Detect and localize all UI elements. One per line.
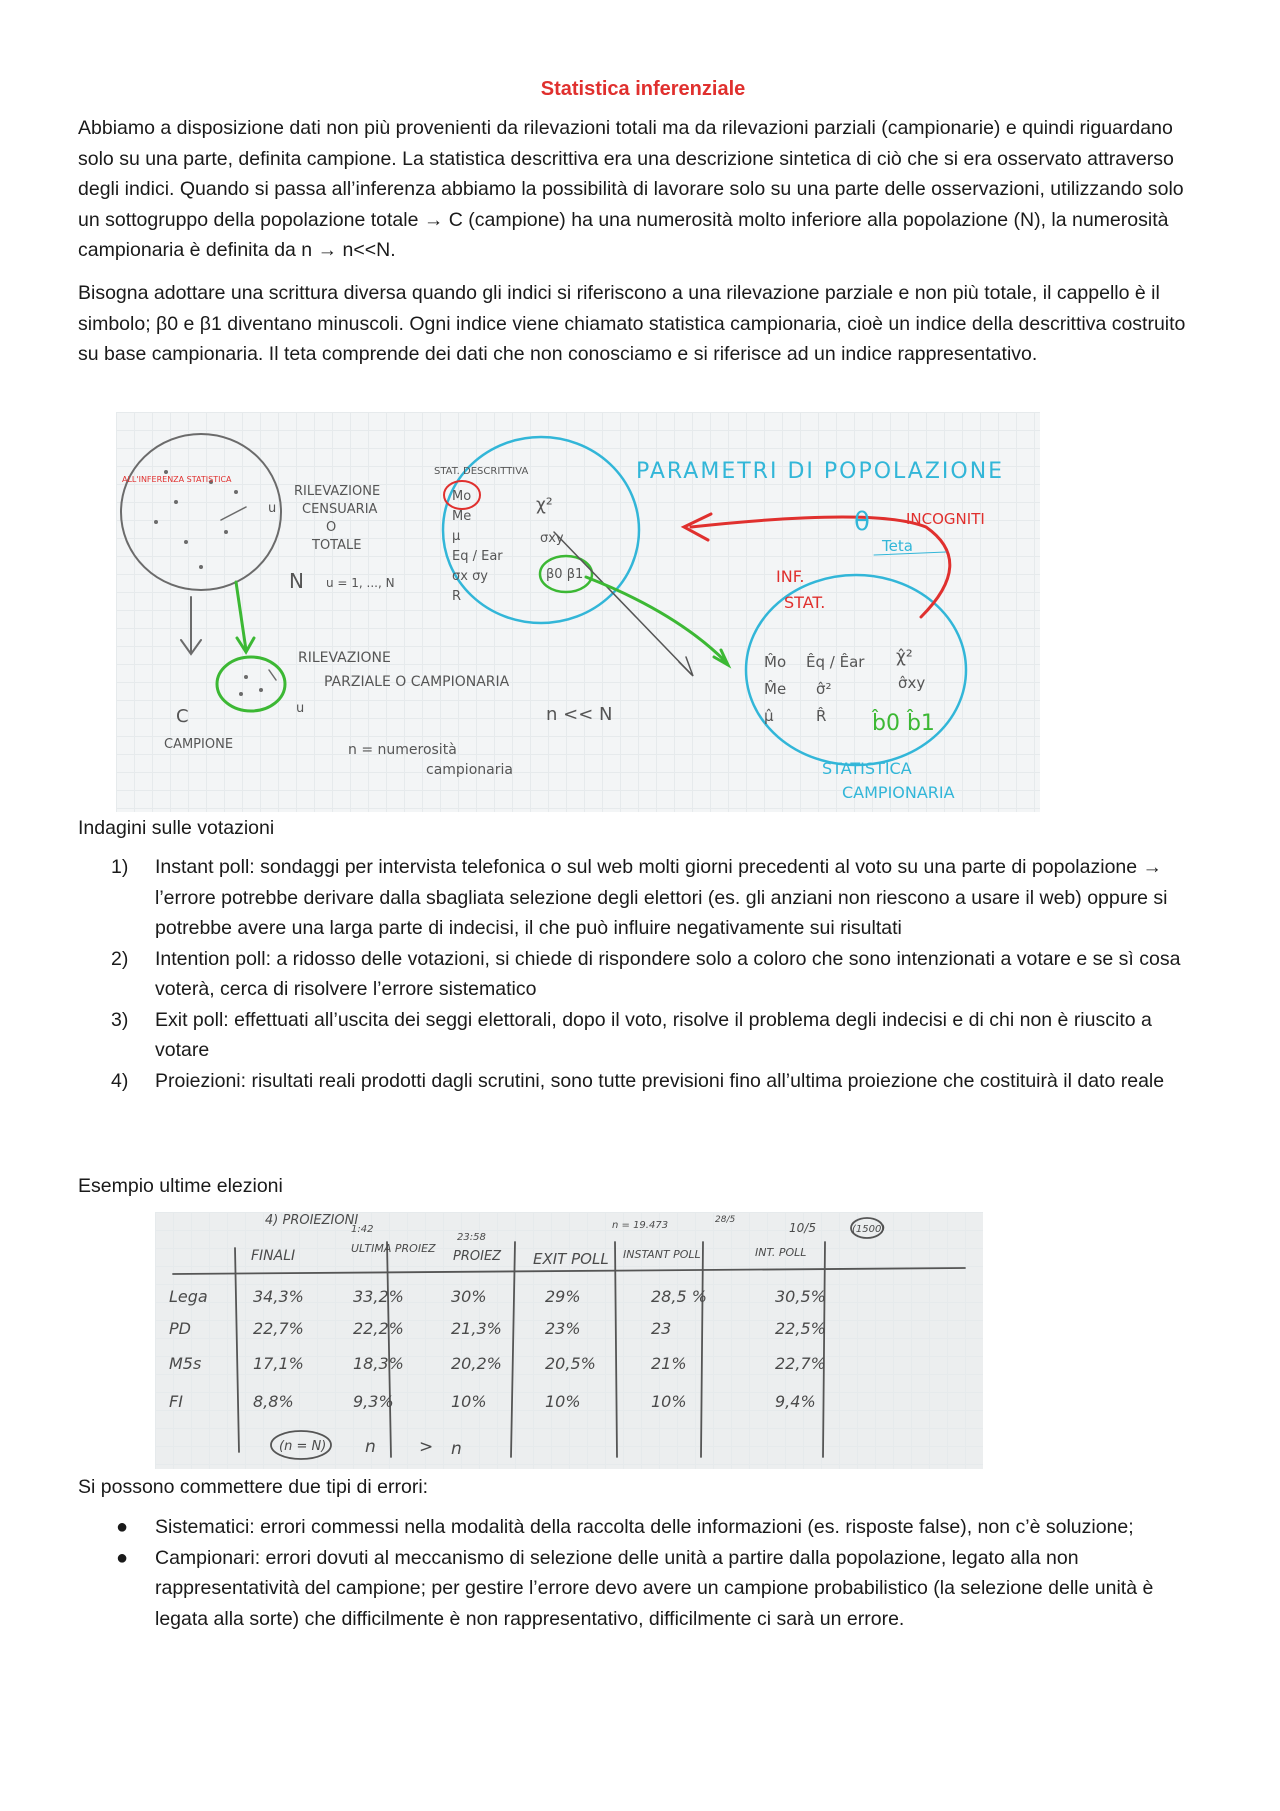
rilevazione-totale-3: O: [326, 520, 337, 535]
table-note-time1: 1:42: [351, 1224, 374, 1235]
table-row-label: PD: [169, 1319, 191, 1338]
list-marker: 1): [111, 856, 129, 878]
rilevazione-totale-4: TOTALE: [312, 538, 362, 553]
inf-stat-label-2: STAT.: [784, 593, 826, 612]
statistica-campionaria-1: STATISTICA: [822, 759, 912, 778]
inference-diagram: [116, 412, 1040, 812]
table-row-label: Lega: [169, 1287, 208, 1306]
numerosita-label-2: campionaria: [426, 762, 513, 778]
table-note-n: n = 19.473: [612, 1220, 669, 1231]
sample-index-b: b̂0 b̂1: [872, 711, 935, 736]
header-int-poll: INT. POLL: [755, 1246, 807, 1259]
pop-index-r: R: [452, 589, 462, 604]
list-item-text: Instant poll: sondaggi per intervista telefonica o sul web molti giorni precedenti al voto su una parte di popolazione → l’errore potrebbe derivare dalla sbagliata selezione degli elettori (es. gli anziani non riescono a usare il web) oppure si potrebbe avere una larga parte di indecisi, il che può influire negativamente sui risultati: [155, 856, 1168, 939]
list-item-text: Intention poll: a ridosso delle votazioni, si chiede di rispondere solo a coloro che sono intenzionati a votare e se sì cosa voterà, cerca di risolvere l’errore sistematico: [155, 947, 1181, 1000]
table-note-date1: 28/5: [715, 1215, 736, 1225]
sample-index-me: M̂e: [764, 680, 787, 698]
stat-descrittiva-label: STAT. DESCRITTIVA: [434, 466, 529, 477]
header-exit-poll: EXIT POLL: [533, 1250, 609, 1268]
n-big-label: N: [289, 569, 304, 593]
list-marker: 2): [111, 947, 129, 970]
table-cell: 8,8%: [253, 1392, 294, 1411]
sample-index-mu: μ̂: [764, 707, 774, 725]
election-table-photo: [155, 1212, 983, 1469]
header-ultima-proiez: ULTIMA PROIEZ: [351, 1242, 436, 1255]
table-top-note: 4) PROIEZIONI: [265, 1213, 359, 1228]
table-cell: 23%: [545, 1319, 581, 1338]
sample-index-r: R̂: [816, 707, 827, 725]
list-item: [78, 1005, 1208, 1066]
table-cell: 22,2%: [353, 1319, 404, 1338]
pop-index-eq: Eq / Ear: [452, 549, 503, 564]
list-marker: 4): [111, 1069, 129, 1092]
table-cell: 18,3%: [353, 1354, 404, 1373]
table-cell: 9,3%: [353, 1392, 394, 1411]
sample-ellipse: [217, 657, 285, 711]
table-cell: 33,2%: [353, 1287, 404, 1306]
pop-index-sigma: σx σy: [452, 569, 488, 584]
table-cell: 28,5 %: [651, 1287, 707, 1306]
table-cell: 9,4%: [775, 1392, 816, 1411]
pop-index-me: Me: [452, 509, 472, 524]
intro-paragraph: Abbiamo a disposizione dati non più provenienti da rilevazioni totali ma da rilevazioni parziali (campionarie) e quindi riguardano solo su una parte, definita campione. La statistica descrittiva era una descrizione sintetica di ciò che si era osservato attraverso degli indici. Quando si passa all’inferenza abbiamo la possibilità di lavorare solo su una parte delle osservazioni, utilizzando solo un sottogruppo della popolazione totale → C (campione) ha una numerosità molto inferiore alla popolazione (N), la numerosità campionaria è definita da n → n<<N.: [78, 117, 1184, 261]
table-cell: 22,5%: [775, 1319, 826, 1338]
header-finali: FINALI: [251, 1248, 296, 1264]
list-item: [78, 1543, 1208, 1635]
list-item-text: Proiezioni: risultati reali prodotti dagli scrutini, sono tutte previsioni fino all’ultima proiezione che costituirà il dato reale: [155, 1069, 1165, 1092]
footer-n1: n: [365, 1437, 376, 1457]
table-note-date2: 10/5: [789, 1221, 816, 1235]
table-cell: 22,7%: [253, 1319, 304, 1338]
table-cell: 29%: [545, 1287, 581, 1306]
sample-index-mo: M̂o: [764, 653, 787, 671]
table-cell: 20,5%: [545, 1354, 596, 1373]
footer-gt: >: [419, 1437, 434, 1457]
table-note-time2: 23:58: [457, 1232, 486, 1243]
table-cell: 17,1%: [253, 1354, 304, 1373]
page-title: Statistica inferenziale: [540, 78, 746, 100]
sample-index-eq: Êq / Êar: [806, 653, 865, 671]
table-cell: 34,3%: [253, 1287, 304, 1306]
footer-n-eq-n: (n = N): [279, 1439, 327, 1454]
table-cell: 10%: [545, 1392, 581, 1411]
rilevazione-totale-2: CENSUARIA: [302, 502, 378, 517]
table-row-label: FI: [169, 1392, 183, 1411]
list-item-text: Exit poll: effettuati all’uscita dei seggi elettorali, dopo il voto, risolve il problema degli indecisi e di chi non è riuscito a votare: [155, 1008, 1152, 1061]
bullet-icon: ●: [116, 1516, 129, 1538]
list-item-text: Sistematici: errori commessi nella modalità della raccolta delle informazioni (es. risposte false), non c’è soluzione;: [155, 1516, 1134, 1538]
n-less-label: n << N: [546, 704, 613, 725]
table-cell: 30,5%: [775, 1287, 826, 1306]
bullet-icon: ●: [116, 1546, 129, 1569]
incogniti-label: INCOGNITI: [906, 510, 985, 528]
table-cell: 30%: [451, 1287, 487, 1306]
pop-index-mu: μ: [452, 529, 461, 544]
pop-index-sigmaxy: σxy: [540, 531, 564, 546]
table-note-size: (1500): [852, 1224, 886, 1235]
rilevazione-parziale-1: RILEVAZIONE: [298, 650, 391, 666]
teta-label: Teta: [882, 537, 913, 555]
numerosita-label-1: n = numerosità: [348, 742, 457, 758]
list-item: [78, 1066, 1208, 1097]
pop-index-beta: β0 β1: [546, 567, 584, 582]
inf-stat-label-1: INF.: [776, 567, 805, 586]
table-cell: 10%: [451, 1392, 487, 1411]
list-item: [78, 944, 1208, 1005]
errors-list: [78, 1512, 1208, 1634]
table-cell: 20,2%: [451, 1354, 502, 1373]
campione-c-label: C: [176, 706, 189, 727]
u-range-label: u = 1, ..., N: [326, 576, 395, 590]
footer-n2: n: [451, 1439, 462, 1459]
u-sample-label: u: [296, 701, 305, 716]
pop-index-chi: χ²: [536, 495, 553, 515]
table-row-label: M5s: [169, 1354, 202, 1373]
campione-label: CAMPIONE: [164, 737, 234, 752]
sample-index-chi: χ̂²: [896, 647, 913, 667]
voting-heading: Indagini sulle votazioni: [78, 817, 275, 839]
pop-index-mo: Mo: [452, 489, 472, 504]
list-marker: 3): [111, 1008, 129, 1031]
u-label: u: [268, 501, 277, 516]
voting-list: [78, 852, 1208, 1096]
example-heading: Esempio ultime elezioni: [78, 1175, 283, 1197]
parametri-label: PARAMETRI DI POPOLAZIONE: [636, 459, 1005, 484]
table-cell: 21%: [651, 1354, 687, 1373]
notation-paragraph: Bisogna adottare una scrittura diversa quando gli indici si riferiscono a una rilevazione parziale e non più totale, il cappello è il simbolo; β0 e β1 diventano minuscoli. Ogni indice viene chiamato statistica campionaria, cioè un indice della descrittiva costruito su base campionaria. Il teta comprende dei dati che non conosciamo e si riferisce ad un indice rappresentativo.: [78, 282, 1186, 365]
list-item: [78, 852, 1208, 944]
list-item: [78, 1512, 1208, 1543]
rilevazione-totale-1: RILEVAZIONE: [294, 484, 381, 499]
header-proiez: PROIEZ: [453, 1249, 502, 1264]
statistica-campionaria-2: CAMPIONARIA: [842, 783, 955, 802]
errors-heading: Si possono commettere due tipi di errori:: [78, 1476, 429, 1498]
list-item-text: Campionari: errori dovuti al meccanismo di selezione delle unità a partire dalla popolazione, legato alla non rappresentatività del campione; per gestire l’errore devo avere un campione probabilistico (la selezione delle unità è legata alla sorte) che difficilmente è non rappresentativo, difficilmente ci sarà un errore.: [155, 1546, 1154, 1630]
sample-index-sigma: σ̂²: [816, 680, 832, 698]
table-cell: 22,7%: [775, 1354, 826, 1373]
table-cell: 10%: [651, 1392, 687, 1411]
theta-symbol: θ: [854, 507, 870, 537]
table-cell: 23: [651, 1319, 672, 1338]
table-cell: 21,3%: [451, 1319, 502, 1338]
header-instant-poll: INSTANT POLL: [623, 1248, 701, 1261]
rilevazione-parziale-2: PARZIALE O CAMPIONARIA: [324, 674, 510, 690]
inference-note: ALL'INFERENZA STATISTICA: [122, 475, 232, 484]
sample-index-sigmaxy: σ̂xy: [898, 674, 926, 692]
descriptive-circle: [443, 437, 639, 623]
